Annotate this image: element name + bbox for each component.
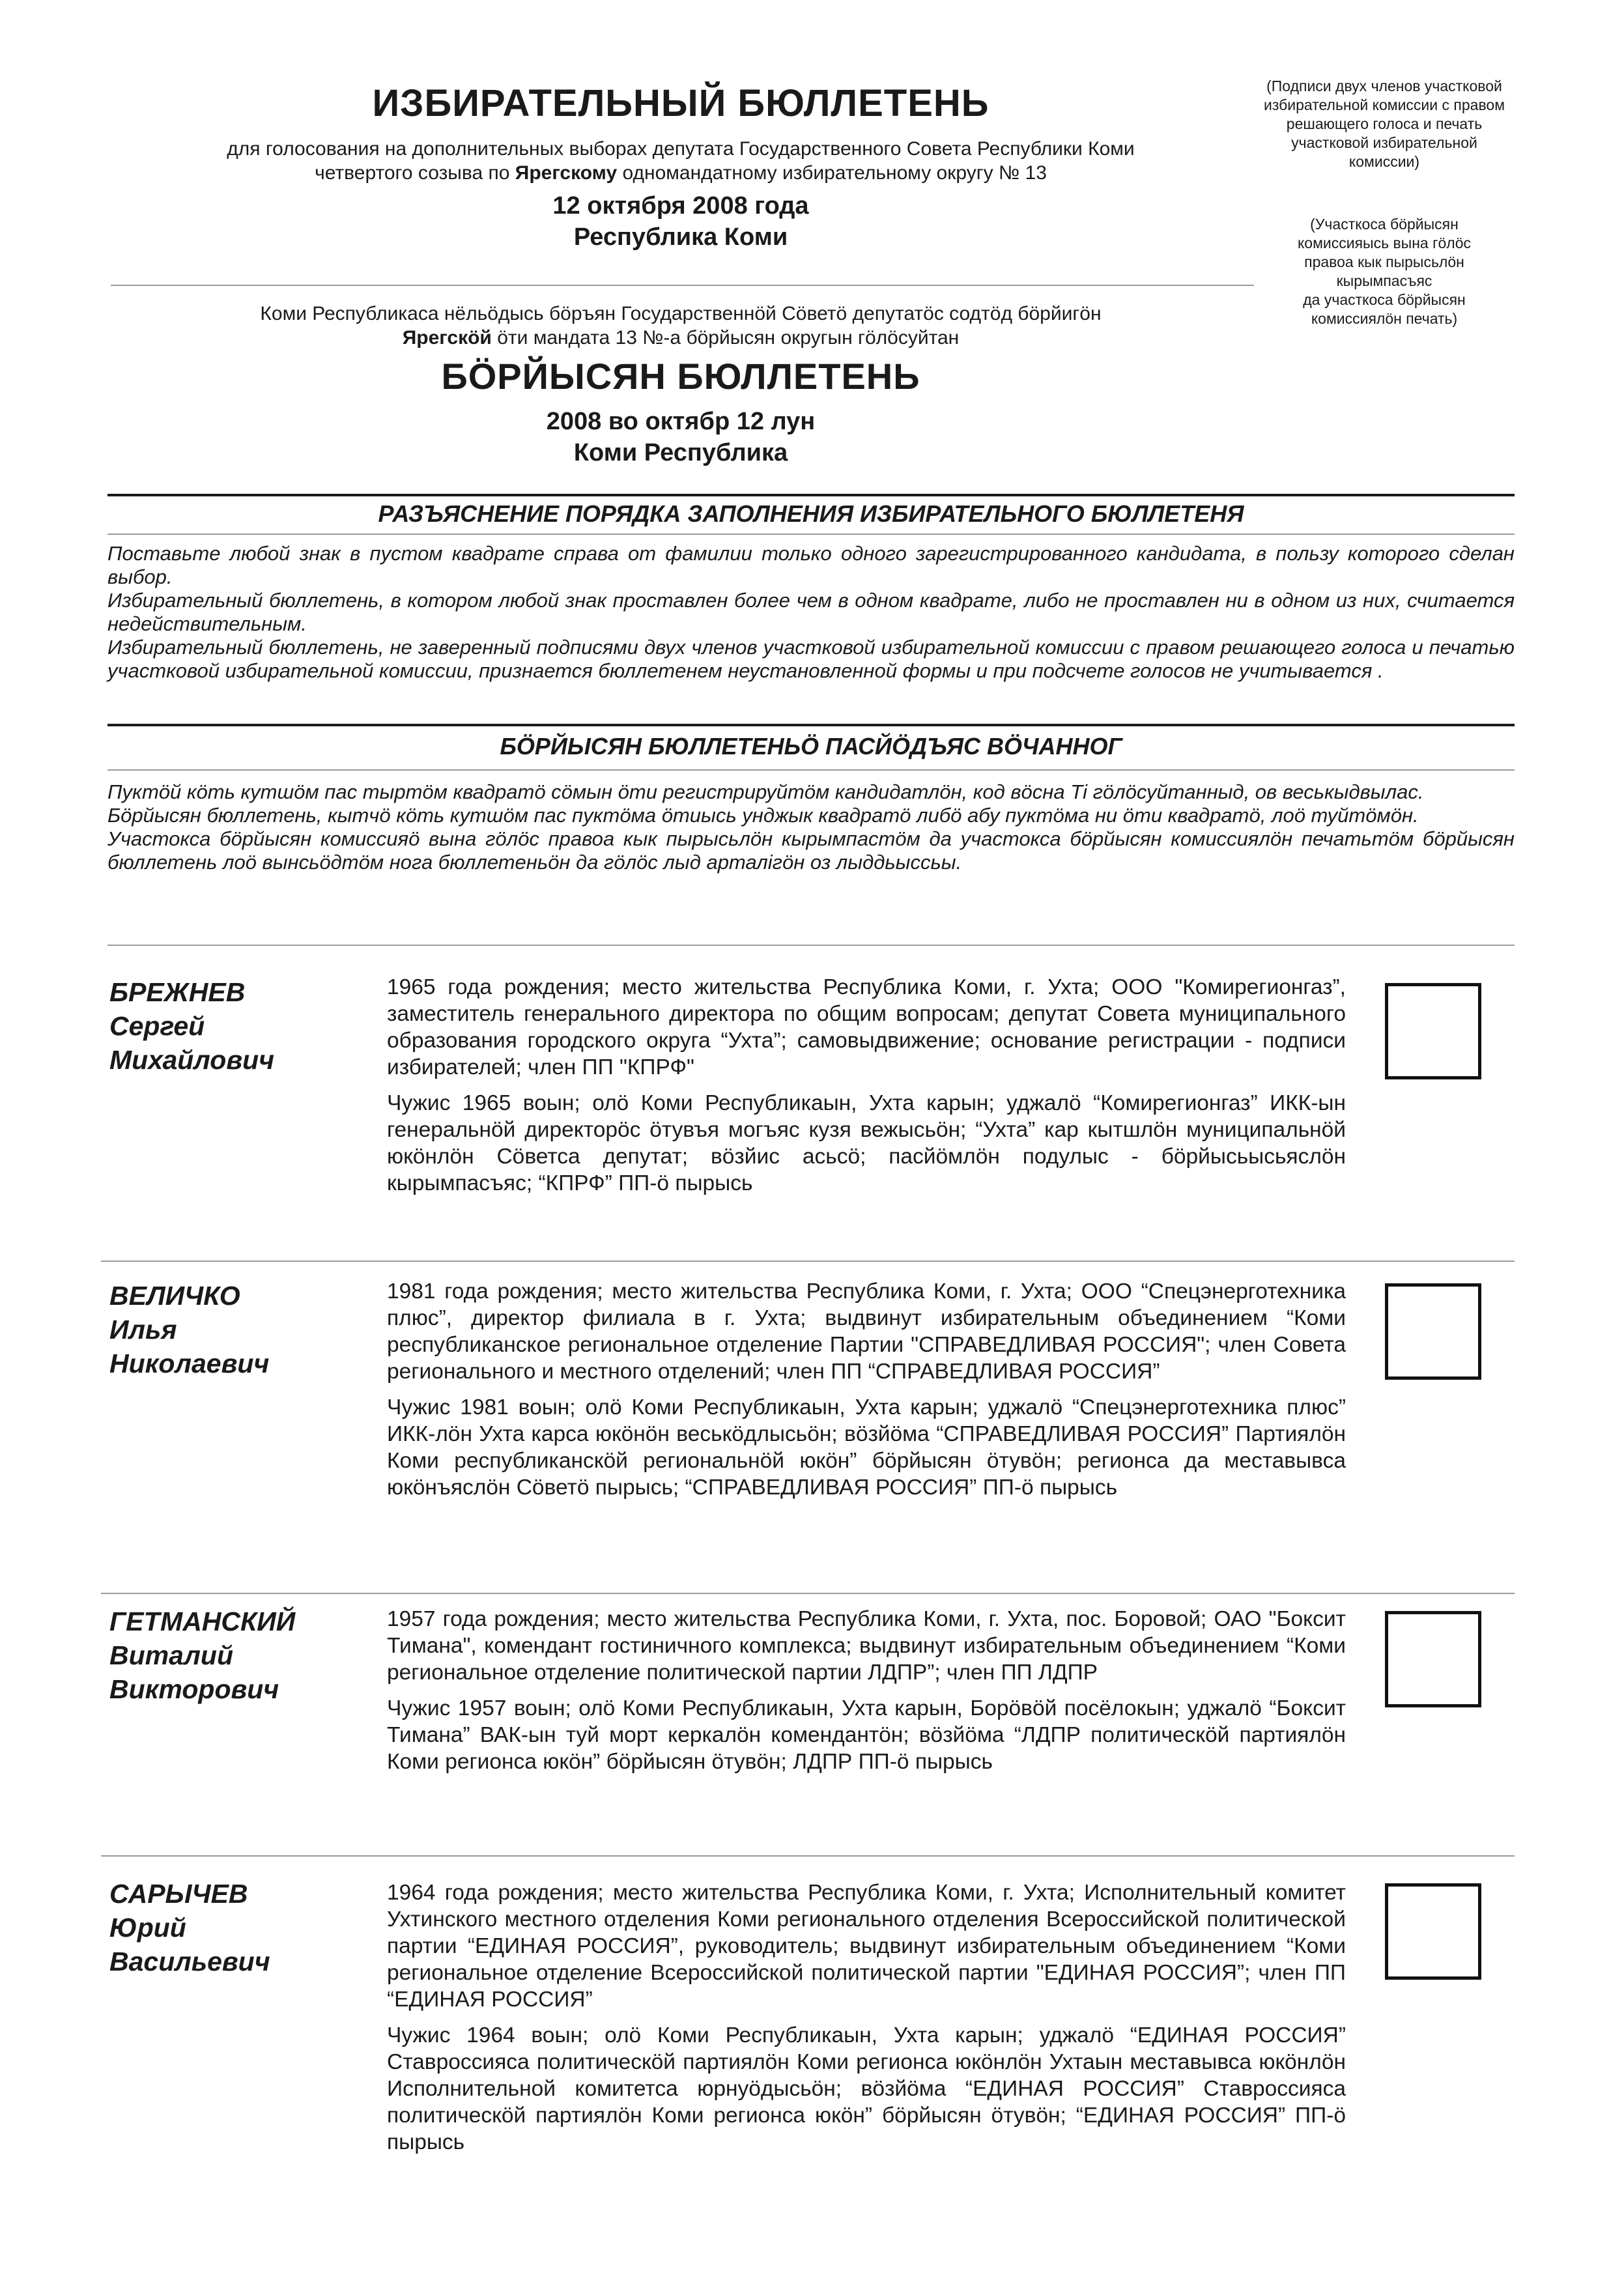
ballot-title-komi: БÖРЙЫСЯН БЮЛЛЕТЕНЬ <box>441 356 920 397</box>
candidate-divider <box>101 1593 1515 1594</box>
subtitle-ru-line2: четвертого созыва по Ярегскому одномандатному избирательному округу № 13 <box>315 162 1047 184</box>
candidate-bio <box>387 1879 1346 2156</box>
candidate-bio-komi: Чужис 1981 воын; олö Коми Республикаын, Ухта карын; уджалö “Спецэнерготехника плюс” ИКК-лöн Ухта карса юкöнöн веськöдлысьöн; вöзйöма “СПРАВЕДЛИВАЯ РОССИЯ” Партиялöн Коми республиканскöй региональнöй юкöн” бöрйысян öтувöн; регионса да меставывса юкöнъяслöн Сöветö пырысь; “СПРАВЕДЛИВАЯ РОССИЯ” ПП-ö пырысь <box>387 1395 1346 1500</box>
vote-checkbox-velichko[interactable] <box>1385 1283 1481 1380</box>
candidate-divider <box>101 1261 1515 1262</box>
candidate-bio <box>387 1278 1346 1501</box>
candidate-first-name: Сергей <box>109 1011 205 1041</box>
candidate-surname: САРЫЧЕВ <box>109 1879 248 1909</box>
explanation-paragraph: Поставьте любой знак в пустом квадрате справа от фамилии только одного зарегистрированного кандидата, в пользу которого сделан выбор. <box>107 542 1515 588</box>
candidate-patronymic: Николаевич <box>109 1348 270 1378</box>
subtitle-komi-line1: Коми Республикаса нёльöдысь бöръян Государственнöй Сöветö депутатöс содтöд бöрйигöн <box>260 303 1102 324</box>
district-name-komi: Ярегскöй <box>402 327 492 349</box>
vote-checkbox-getmanskiy[interactable] <box>1385 1611 1481 1707</box>
candidate-bio <box>387 974 1346 1197</box>
candidate-bio-ru: 1964 года рождения; место жительства Республика Коми, г. Ухта; Исполнительный комитет Ухтинского местного отделения Коми регионального отделения Всероссийской политической партии “ЕДИНАЯ РОССИЯ”, руководитель; выдвинут избирательным объединением “Коми региональное отделение Всероссийской политической партии "ЕДИНАЯ РОССИЯ”; член ПП “ЕДИНАЯ РОССИЯ” <box>387 1881 1346 2012</box>
candidate-patronymic: Викторович <box>109 1674 279 1704</box>
candidate-surname: ВЕЛИЧКО <box>109 1281 240 1311</box>
candidate-name <box>109 1877 383 1978</box>
candidate-bio-komi: Чужис 1964 воын; олö Коми Республикаын, Ухта карын; уджалö “ЕДИНАЯ РОССИЯ” Ставроссияса политическöй партиялöн Коми регионса юкöнлöн Ухтаын меставывса юкöнлöн Исполнительной комитетса юрнуöдысьöн; вöзйöма “ЕДИНАЯ РОССИЯ” Ставроссияса политическöй партиялöн Коми регионса юкöн” бöрйысян öтувöн; “ЕДИНАЯ РОССИЯ” ПП-ö пырысь <box>387 2023 1346 2154</box>
explanation-paragraph: Участокса бöрйысян комиссияö вына гöлöс правоа кык пырысьлöн кырымпастöм да участокса бöрйысян комиссиялöн печатьтöм бöрйысян бюллетень лоö вынсьöдтöм нога бюллетеньöн да гöлöс лыд арталігöн оз лыддьыссьы. <box>107 827 1515 874</box>
candidate-first-name: Виталий <box>109 1640 234 1670</box>
vote-checkbox-sarychev[interactable] <box>1385 1883 1481 1980</box>
candidate-surname: БРЕЖНЕВ <box>109 977 246 1007</box>
explanation-paragraph: Пуктöй кöть кутшöм пас тыртöм квадратö сöмын öти регистрируйтöм кандидатлöн, код вöсна Ті гöлöсуйтанныд, ов веськыдвылас. <box>107 780 1424 803</box>
candidate-surname: ГЕТМАНСКИЙ <box>109 1606 296 1636</box>
section-rule-middle <box>107 724 1515 726</box>
explanation-title-ru: РАЗЪЯСНЕНИЕ ПОРЯДКА ЗАПОЛНЕНИЯ ИЗБИРАТЕЛЬНОГО БЮЛЛЕТЕНЯ <box>378 500 1244 527</box>
candidate-patronymic: Васильевич <box>109 1946 270 1976</box>
subtitle-komi-line2: Ярегскöй öти мандата 13 №-а бöрйысян округын гöлöсуйтан <box>402 327 960 349</box>
ballot-title-ru: ИЗБИРАТЕЛЬНЫЙ БЮЛЛЕТЕНЬ <box>372 82 990 124</box>
ballot-subtitle-komi <box>104 302 1257 350</box>
explanation-text-ru <box>107 542 1515 683</box>
region-komi: Коми Республика <box>573 439 788 466</box>
candidate-patronymic: Михайлович <box>109 1045 275 1075</box>
candidate-divider <box>101 1855 1515 1857</box>
candidate-name <box>109 1279 383 1380</box>
explanation-title-komi: БÖРЙЫСЯН БЮЛЛЕТЕНЬÖ ПАСЙÖДЪЯС ВÖЧАННОГ <box>500 733 1122 760</box>
election-date-komi: 2008 во октябр 12 лун Коми Республика <box>104 406 1257 468</box>
header-divider <box>111 285 1254 286</box>
signature-note-komi: (Участкоса бöрйысян комиссияысь вына гöлöс правоа кык пырысьлöн кырымпасъяс да участкоса бöрйысян комиссиялöн печать) <box>1297 216 1471 327</box>
signature-note-ru: (Подписи двух членов участковой избирательной комиссии с правом решающего голоса и печать участковой избирательной комиссии) <box>1263 78 1505 170</box>
section-rule <box>107 534 1515 535</box>
district-name-ru: Ярегскому <box>515 162 618 184</box>
section-rule <box>107 769 1515 771</box>
vote-checkbox-brezhnev[interactable] <box>1385 983 1481 1079</box>
explanation-paragraph: Избирательный бюллетень, не заверенный подписями двух членов участковой избирательной комиссии с правом решающего голоса и печатью участковой избирательной комиссии, признается бюллетенем неустановленной формы и при подсчете голосов не учитывается . <box>107 636 1515 682</box>
candidate-bio <box>387 1606 1346 1775</box>
election-date-ru: 12 октября 2008 года Республика Коми <box>104 190 1257 253</box>
region-ru: Республика Коми <box>573 223 788 251</box>
ballot-subtitle-ru <box>104 137 1257 185</box>
candidate-bio-komi: Чужис 1957 воын; олö Коми Республикаын, Ухта карын, Борöвöй посёлокын; уджалö “Боксит Тимана” ВАК-ын туй морт керкалöн комендантöн; вöзйöма “ЛДПР политическöй партиялöн Коми регионса юкöн” бöрйысян öтувöн; ЛДПР ПП-ö пырысь <box>387 1696 1346 1774</box>
candidate-name <box>109 975 383 1077</box>
explanation-paragraph: Бöрйысян бюллетень, кытчö кöть кутшöм пас пуктöма öтиысь унджык квадратö либö абу пуктöма ни öти квадратö, лоö туйтöмöн. <box>107 804 1419 827</box>
explanation-paragraph: Избирательный бюллетень, в котором любой знак проставлен более чем в одном квадрате, либо не проставлен ни в одном из них, считается недействительным. <box>107 589 1515 635</box>
candidate-bio-ru: 1965 года рождения; место жительства Республика Коми, г. Ухта; ООО "Комирегионгаз”, заместитель генерального директора по общим вопросам; депутат Совета муниципального образования городского округа “Ухта”; самовыдвижение; основание регистрации - подписи избирателей; член ПП "КПРФ" <box>387 975 1346 1079</box>
candidate-bio-ru: 1957 года рождения; место жительства Республика Коми, г. Ухта, пос. Боровой; ОАО "Боксит Тимана", комендант гостиничного комплекса; выдвинут избирательным объединением “Коми региональное отделение политической партии ЛДПР”; член ПП ЛДПР <box>387 1607 1346 1685</box>
candidate-bio-komi: Чужис 1965 воын; олö Коми Республикаын, Ухта карын; уджалö “Комирегионгаз” ИКК-ын генеральнöй директорöс öтувъя могъяс кузя вежысьöн; “Ухта” кар кытшлöн муниципальнöй юкöнлöн Сöветса депутат; вöзйис асьсö; пасйöмлöн подулыс - бöрйысьысьяслöн кырымпасъяс; “КПРФ” ПП-ö пырысь <box>387 1091 1346 1195</box>
explanation-text-komi <box>107 780 1515 874</box>
candidate-name <box>109 1604 383 1706</box>
candidate-first-name: Юрий <box>109 1913 186 1943</box>
section-rule-top <box>107 494 1515 496</box>
candidate-first-name: Илья <box>109 1315 177 1345</box>
section-rule-bottom <box>107 945 1515 946</box>
subtitle-ru-line1: для голосования на дополнительных выборах депутата Государственного Совета Республики Коми <box>227 138 1135 160</box>
candidate-bio-ru: 1981 года рождения; место жительства Республика Коми, г. Ухта; ООО “Спецэнерготехника плюс”, директор филиала в г. Ухта; выдвинут избирательным объединением “Коми республиканское региональное отделение Партии "СПРАВЕДЛИВАЯ РОССИЯ"; член Совета регионального и местного отделений; член ПП “СПРАВЕДЛИВАЯ РОССИЯ” <box>387 1279 1346 1384</box>
